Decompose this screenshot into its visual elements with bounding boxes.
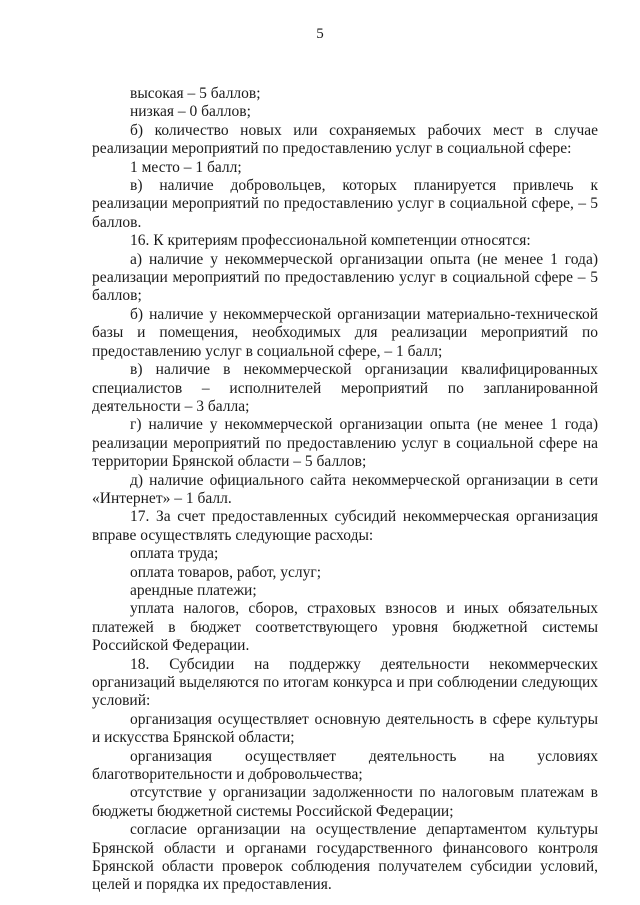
- page-number: 5: [316, 26, 324, 42]
- paragraph: 17. За счет предоставленных субсидий некоммерческая организация вправе осуществлять следующие расходы:: [92, 508, 598, 544]
- paragraph: б) количество новых или сохраняемых рабочих мест в случае реализации мероприятий по предоставлению услуг в социальной сфере:: [92, 121, 598, 158]
- paragraph: в) наличие добровольцев, которых планируется привлечь к реализации мероприятий по предоставлению услуг в социальной сфере, – 5 баллов.: [92, 177, 598, 231]
- paragraph: высокая – 5 баллов;: [130, 85, 261, 102]
- paragraph: 16. К критериям профессиональной компетенции относятся:: [130, 232, 531, 250]
- paragraph: низкая – 0 баллов;: [130, 103, 251, 121]
- paragraph: оплата труда;: [130, 545, 219, 563]
- paragraph: 18. Субсидии на поддержку деятельности некоммерческих организаций выделяются по итогам конкурса и при соблюдении следующих условий:: [92, 655, 598, 710]
- paragraph: 1 место – 1 балл;: [130, 158, 242, 176]
- body-text: [92, 85, 598, 895]
- paragraph: организация осуществляет деятельность на условиях благотворительности и добровольчества;: [92, 747, 598, 784]
- paragraph: согласие организации на осуществление департаментом культуры Брянской области и органами государственного финансового контроля Брянской области проверок соблюдения получателем субсидии условий, целей и порядка их предоставления.: [92, 821, 598, 894]
- paragraph: организация осуществляет основную деятельность в сфере культуры и искусства Брянской области;: [92, 710, 598, 747]
- paragraph: уплата налогов, сборов, страховых взносов и иных обязательных платежей в бюджет соответствующего уровня бюджетной системы Российской Федерации.: [92, 600, 598, 655]
- paragraph: а) наличие у некоммерческой организации опыта (не менее 1 года) реализации мероприятий по предоставлению услуг в социальной сфере – 5 баллов;: [92, 250, 598, 305]
- paragraph: б) наличие у некоммерческой организации материально-технической базы и помещения, необходимых для реализации мероприятий по предоставлению услуг в социальной сфере, – 1 балл;: [92, 305, 598, 360]
- paragraph: г) наличие у некоммерческой организации опыта (не менее 1 года) реализации мероприятий по предоставлению услуг в социальной сфере на территории Брянской области – 5 баллов;: [92, 416, 598, 471]
- paragraph: в) наличие в некоммерческой организации квалифицированных специалистов – исполнителей мероприятий по запланированной деятельности – 3 балла;: [92, 361, 598, 415]
- paragraph: отсутствие у организации задолженности по налоговым платежам в бюджеты бюджетной системы Российской Федерации;: [92, 784, 598, 820]
- paragraph: оплата товаров, работ, услуг;: [130, 563, 322, 581]
- paragraph: д) наличие официального сайта некоммерческой организации в сети «Интернет» – 1 балл.: [92, 471, 598, 507]
- paragraph: арендные платежи;: [130, 581, 257, 599]
